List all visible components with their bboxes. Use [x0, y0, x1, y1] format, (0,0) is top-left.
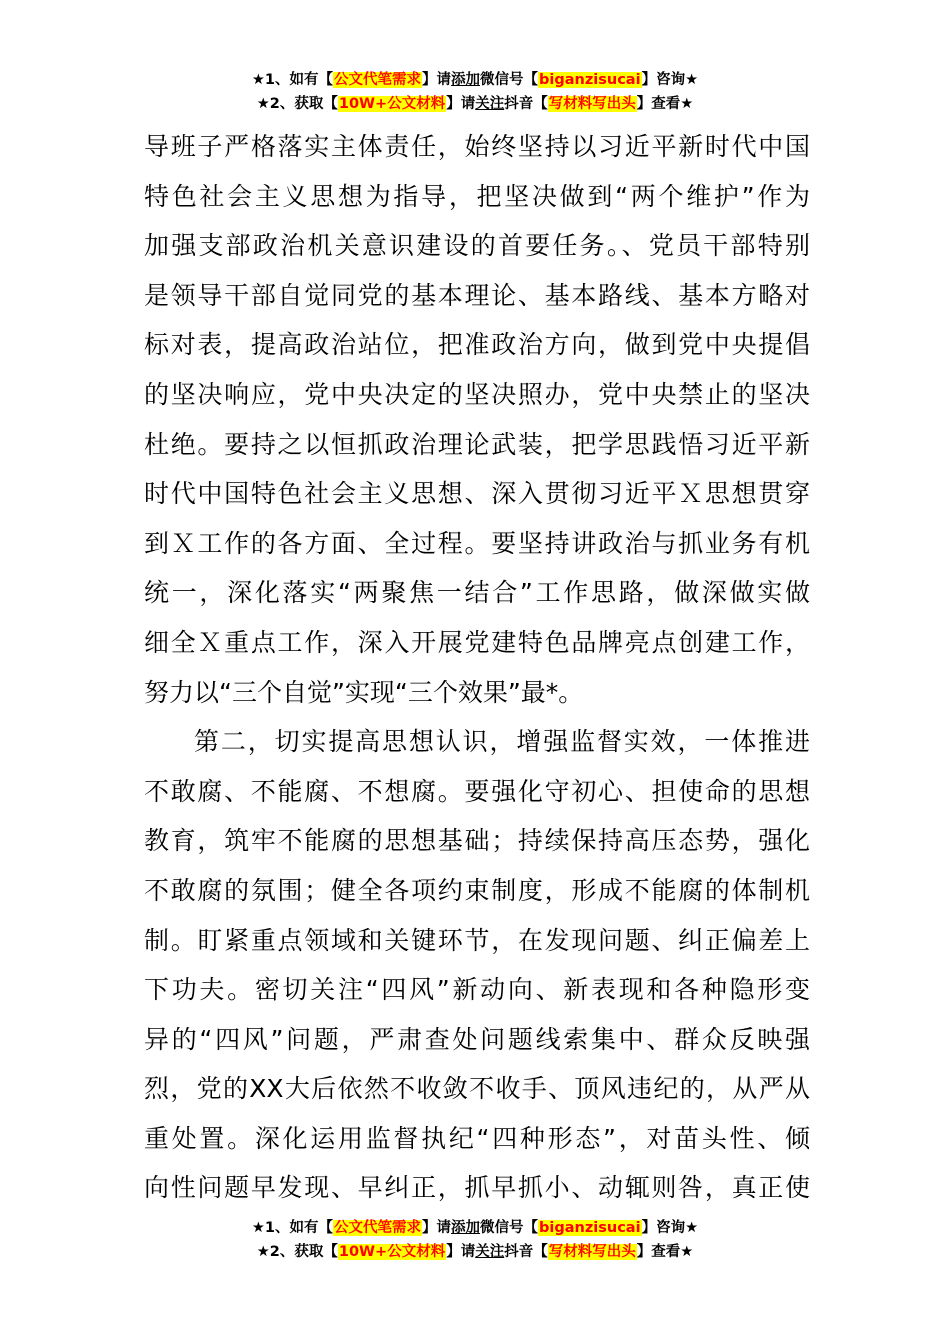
- banner-text: 】查看★: [636, 1244, 694, 1260]
- highlight-douyin-account: 写材料写出头: [548, 1244, 636, 1260]
- body-line: 异的“四风”问题，严肃查处问题线索集中、群众反映强: [144, 1024, 810, 1054]
- underlined-text: 添加: [451, 1220, 481, 1236]
- body-line: 是领导干部自觉同党的基本理论、基本路线、基本方略对: [144, 280, 810, 310]
- banner-line-2: [0, 92, 950, 116]
- body-line: 杜绝。要持之以恒抓政治理论武装，把学思践悟习近平新: [144, 429, 810, 459]
- banner-text: 】请: [422, 1220, 452, 1236]
- banner-text: 微信号【: [480, 1220, 539, 1236]
- body-line: 加强支部政治机关意识建设的首要任务。、党员干部特别: [144, 231, 810, 261]
- body-line: 细全Ｘ重点工作，深入开展党建特色品牌亮点创建工作，: [144, 627, 810, 657]
- body-line: 标对表，提高政治站位，把准政治方向，做到党中央提倡: [144, 330, 810, 360]
- banner-text: 】请: [422, 72, 452, 88]
- banner-text: 抖音【: [504, 96, 548, 112]
- underlined-text: 添加: [451, 72, 481, 88]
- body-line: 教育，筑牢不能腐的思想基础；持续保持高压态势，强化: [144, 826, 810, 856]
- body-line: 重处置。深化运用监督执纪“四种形态”，对苗头性、倾: [144, 1123, 810, 1153]
- body-line: 时代中国特色社会主义思想、深入贯彻习近平Ｘ思想贯穿: [144, 479, 810, 509]
- banner-text: ★2、获取【: [256, 96, 338, 112]
- document-body: [144, 122, 810, 1213]
- body-line: 特色社会主义思想为指导，把坚决做到“两个维护”作为: [144, 181, 810, 211]
- banner-text: 微信号【: [480, 72, 539, 88]
- highlight-wechat-id: biganzisucai: [539, 72, 641, 88]
- body-line: 不敢腐的氛围；健全各项约束制度，形成不能腐的体制机: [144, 875, 810, 905]
- body-line: 统一，深化落实“两聚焦一结合”工作思路，做深做实做: [144, 578, 810, 608]
- highlight-douyin-account: 写材料写出头: [548, 96, 636, 112]
- highlight-materials: 10W+公文材料: [338, 96, 446, 112]
- body-line: 向性问题早发现、早纠正，抓早抓小、动辄则咎，真正使: [144, 1173, 810, 1203]
- body-line: 下功夫。密切关注“四风”新动向、新表现和各种隐形变: [144, 975, 810, 1005]
- body-line: 烈，党的XX大后依然不收敛不收手、顶风违纪的，从严从: [144, 1074, 810, 1104]
- banner-text: 】咨询★: [641, 72, 699, 88]
- banner-text: ★1、如有【: [251, 1220, 334, 1236]
- body-line: 到Ｘ工作的各方面、全过程。要坚持讲政治与抓业务有机: [144, 528, 810, 558]
- banner-line-1: [0, 1216, 950, 1240]
- banner-line-1: [0, 68, 950, 92]
- banner-line-2: [0, 1240, 950, 1264]
- underlined-text: 关注: [475, 1244, 505, 1260]
- banner-text: 】请: [446, 1244, 476, 1260]
- highlight-materials: 10W+公文材料: [338, 1244, 446, 1260]
- header-banner: [0, 68, 950, 116]
- body-line: 不敢腐、不能腐、不想腐。要强化守初心、担使命的思想: [144, 776, 810, 806]
- body-line: 的坚决响应，党中央决定的坚决照办，党中央禁止的坚决: [144, 379, 810, 409]
- banner-text: ★2、获取【: [256, 1244, 338, 1260]
- banner-text: 】咨询★: [641, 1220, 699, 1236]
- body-line: 制。盯紧重点领域和关键环节，在发现问题、纠正偏差上: [144, 925, 810, 955]
- banner-text: 抖音【: [504, 1244, 548, 1260]
- paragraph-start-line: 第二，切实提高思想认识，增强监督实效，一体推进: [194, 727, 810, 757]
- body-line: 努力以“三个自觉”实现“三个效果”最*。: [144, 677, 584, 707]
- banner-text: 】请: [446, 96, 476, 112]
- body-line: 导班子严格落实主体责任，始终坚持以习近平新时代中国: [144, 132, 810, 161]
- banner-text: ★1、如有【: [251, 72, 334, 88]
- underlined-text: 关注: [475, 96, 505, 112]
- highlight-service: 公文代笔需求: [334, 1220, 422, 1236]
- highlight-wechat-id: biganzisucai: [539, 1220, 641, 1236]
- footer-banner: [0, 1216, 950, 1264]
- banner-text: 】查看★: [636, 96, 694, 112]
- highlight-service: 公文代笔需求: [334, 72, 422, 88]
